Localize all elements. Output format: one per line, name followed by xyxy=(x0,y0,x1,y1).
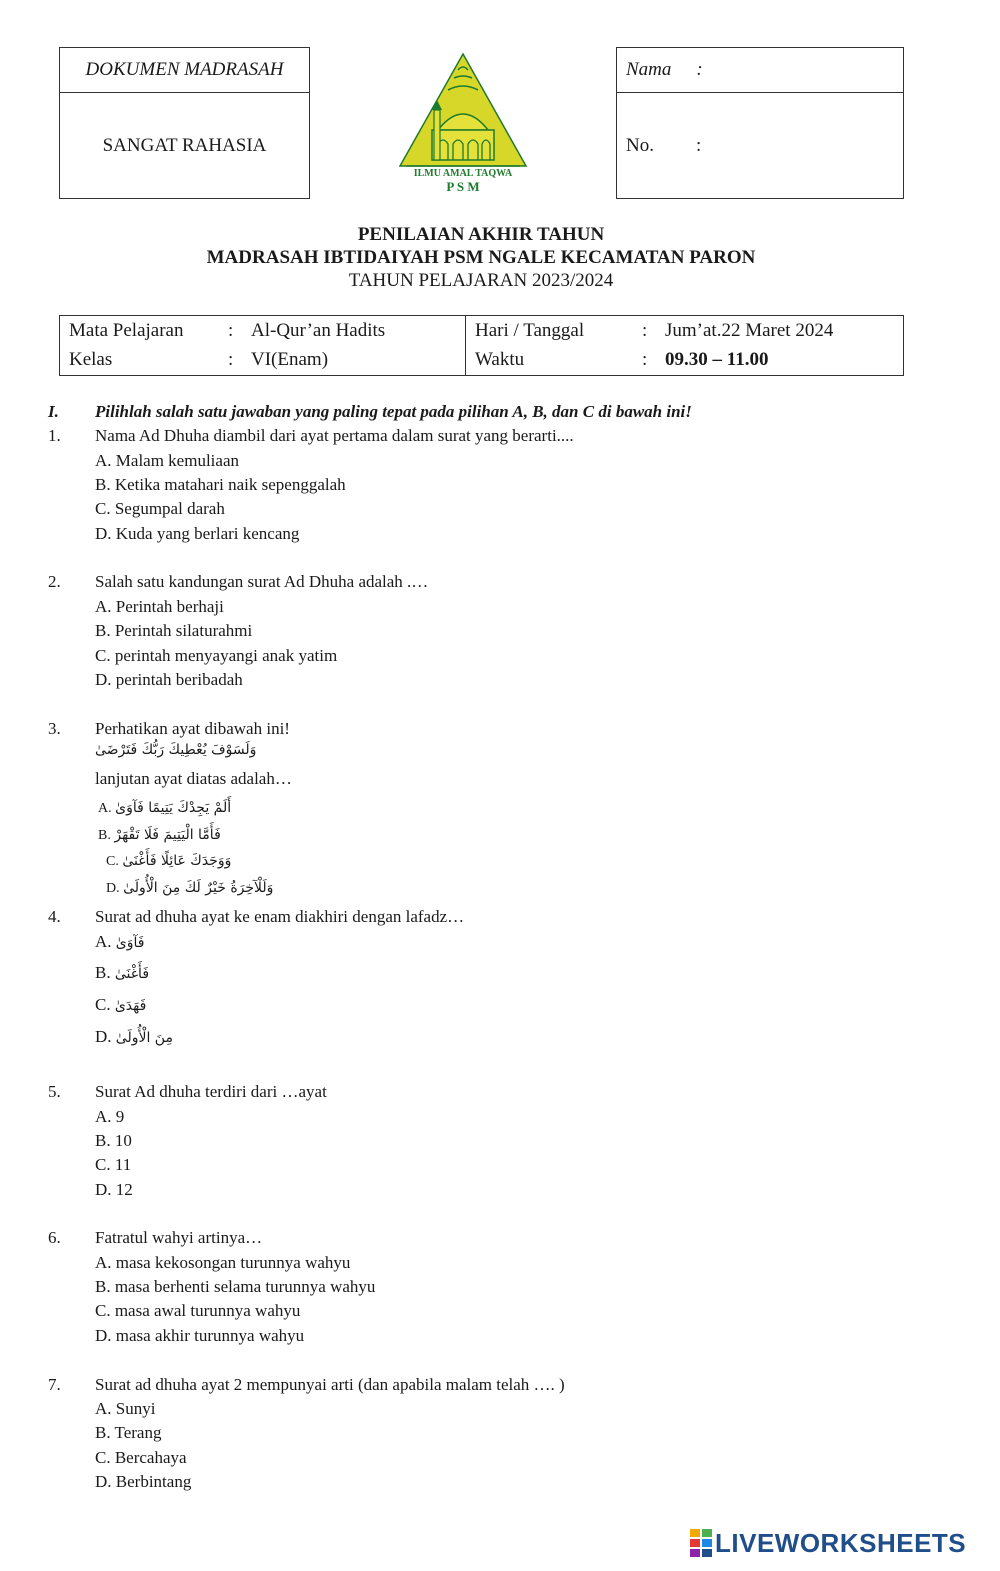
option-c: C. Bercahaya xyxy=(95,1448,187,1467)
question-text: Perhatikan ayat dibawah ini! xyxy=(95,719,290,738)
number-label: No. xyxy=(626,135,654,156)
option-arabic: فَأَمَّا الْيَتِيمَ فَلَا تَقْهَرْ xyxy=(114,827,221,843)
question-number: 6. xyxy=(48,1228,61,1247)
option-letter: A. xyxy=(98,801,112,816)
option-d xyxy=(95,1027,173,1047)
question-text: Nama Ad Dhuha diambil dari ayat pertama dalam surat yang berarti.... xyxy=(95,426,574,445)
option-letter: A. xyxy=(95,932,112,951)
left-header-box xyxy=(59,47,310,199)
option-letter: C. xyxy=(106,854,119,869)
exam-info-table xyxy=(59,315,904,376)
class-label: Kelas xyxy=(69,349,113,371)
question-text: Surat Ad dhuha terdiri dari …ayat xyxy=(95,1082,327,1101)
subject-value: Al-Qur’an Hadits xyxy=(242,316,466,346)
option-d: D. Kuda yang berlari kencang xyxy=(95,524,300,543)
logo-motto: ILMU AMAL TAQWA xyxy=(413,168,513,179)
question-text: Fatratul wahyi artinya… xyxy=(95,1228,263,1247)
option-letter: C. xyxy=(95,995,111,1014)
class-colon: : xyxy=(228,349,234,371)
liveworksheets-logo-icon xyxy=(690,1529,712,1557)
section-instruction: Pilihlah salah satu jawaban yang paling tepat pada pilihan A, B, dan C di bawah ini! xyxy=(95,402,692,421)
time-label: Waktu xyxy=(475,349,525,371)
subject-colon: : xyxy=(228,319,234,341)
option-c: C. masa awal turunnya wahyu xyxy=(95,1301,301,1320)
option-arabic: فَأَغْنَىٰ xyxy=(114,966,150,982)
option-b: B. Terang xyxy=(95,1423,162,1442)
option-a: A. Perintah berhaji xyxy=(95,597,224,616)
question-text: Salah satu kandungan surat Ad Dhuha adalah .… xyxy=(95,572,429,591)
day-date-colon: : xyxy=(642,319,648,341)
option-letter: D. xyxy=(95,1027,112,1046)
logo-org: P S M xyxy=(446,179,480,194)
option-c: C. perintah menyayangi anak yatim xyxy=(95,646,338,665)
day-date-label: Hari / Tanggal xyxy=(475,319,585,341)
arabic-verse: وَلَسَوْفَ يُعْطِيكَ رَبُّكَ فَتَرْضَىٰ xyxy=(95,742,257,758)
question-text: Surat ad dhuha ayat 2 mempunyai arti (dan apabila malam telah …. ) xyxy=(95,1375,565,1394)
option-c xyxy=(95,995,146,1015)
number-colon: : xyxy=(695,135,702,156)
liveworksheets-watermark[interactable] xyxy=(690,1526,966,1560)
option-c: C. 11 xyxy=(95,1155,132,1174)
option-arabic: وَوَجَدَكَ عَائِلًا فَأَغْنَىٰ xyxy=(122,853,232,869)
section-number: I. xyxy=(48,402,59,421)
option-letter: B. xyxy=(98,828,111,843)
question-number: 1. xyxy=(48,426,61,445)
option-a xyxy=(95,932,144,952)
confidential-label: SANGAT RAHASIA xyxy=(102,135,267,156)
option-a: A. Sunyi xyxy=(95,1399,156,1418)
option-d: D. Berbintang xyxy=(95,1472,192,1491)
option-a: A. 9 xyxy=(95,1107,125,1126)
school-logo xyxy=(396,50,530,198)
option-d: D. masa akhir turunnya wahyu xyxy=(95,1326,305,1345)
title-line-3: TAHUN PELAJARAN 2023/2024 xyxy=(348,270,614,291)
name-colon: : xyxy=(696,59,703,80)
option-d: D. 12 xyxy=(95,1180,133,1199)
name-label: Nama xyxy=(626,59,672,80)
time-value: 09.30 – 11.00 xyxy=(665,349,769,371)
option-b xyxy=(95,963,149,983)
question-number: 5. xyxy=(48,1082,61,1101)
question-number: 4. xyxy=(48,907,61,926)
option-d: D. perintah beribadah xyxy=(95,670,243,689)
option-letter: D. xyxy=(106,881,120,896)
option-arabic: أَلَمْ يَجِدْكَ يَتِيمًا فَآوَىٰ xyxy=(115,800,232,816)
watermark-text: LIVEWORKSHEETS xyxy=(715,1527,967,1558)
question-number: 2. xyxy=(48,572,61,591)
day-date-value: Jum’at.22 Maret 2024 xyxy=(665,319,834,341)
question-number: 7. xyxy=(48,1375,61,1394)
option-arabic: مِنَ الْأُولَىٰ xyxy=(115,1030,173,1046)
option-b: B. masa berhenti selama turunnya wahyu xyxy=(95,1277,376,1296)
option-b: B. Ketika matahari naik sepenggalah xyxy=(95,475,346,494)
right-header-box xyxy=(616,47,904,199)
question-followup: lanjutan ayat diatas adalah… xyxy=(95,769,292,788)
option-c: C. Segumpal darah xyxy=(95,499,225,518)
option-a: A. masa kekosongan turunnya wahyu xyxy=(95,1253,351,1272)
option-b: B. Perintah silaturahmi xyxy=(95,621,253,640)
option-arabic: فَهَدَىٰ xyxy=(114,998,147,1014)
option-letter: B. xyxy=(95,963,111,982)
option-a xyxy=(98,800,231,817)
title-line-1: PENILAIAN AKHIR TAHUN xyxy=(357,224,605,245)
subject-label: Mata Pelajaran xyxy=(69,319,184,341)
title-line-2: MADRASAH IBTIDAIYAH PSM NGALE KECAMATAN PARON xyxy=(206,247,756,268)
psm-logo-icon xyxy=(396,50,530,198)
option-d xyxy=(106,880,273,897)
document-label: DOKUMEN MADRASAH xyxy=(85,59,284,80)
option-a: A. Malam kemuliaan xyxy=(95,451,239,470)
question-number: 3. xyxy=(48,719,61,738)
option-b: B. 10 xyxy=(95,1131,132,1150)
option-arabic: وَلَلْآخِرَةُ خَيْرٌ لَكَ مِنَ الْأُولَىٰ xyxy=(123,880,274,896)
option-c xyxy=(106,853,231,870)
option-b xyxy=(98,827,221,844)
option-arabic: فَآوَىٰ xyxy=(115,935,145,951)
question-text: Surat ad dhuha ayat ke enam diakhiri dengan lafadz… xyxy=(95,907,465,926)
time-colon: : xyxy=(642,349,648,371)
class-value: VI(Enam) xyxy=(242,346,466,376)
